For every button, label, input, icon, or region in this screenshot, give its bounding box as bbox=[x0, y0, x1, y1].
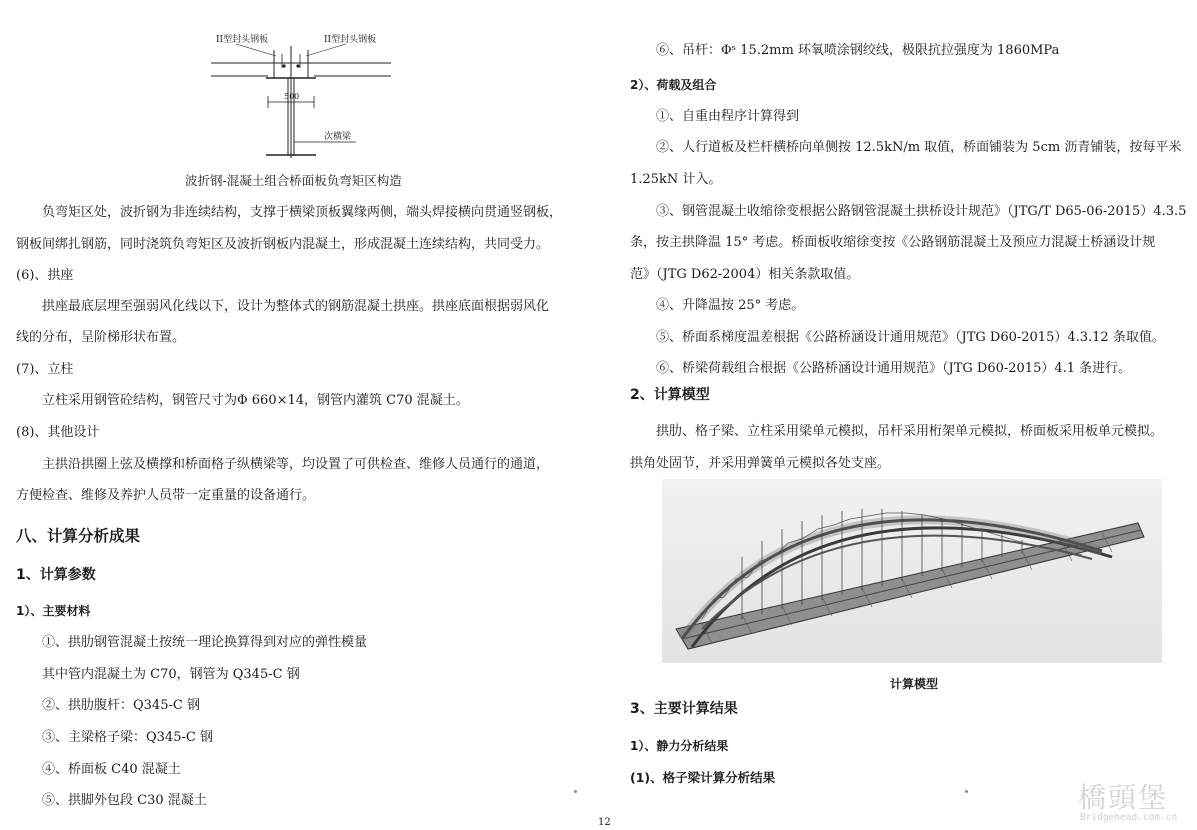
load-item: ③、钢管混凝土收缩徐变根据公路钢管混凝土拱桥设计规范》（JTG/T D65-06-2015）4.3.5 bbox=[656, 204, 1187, 219]
load-item: 1.25kN 计入。 bbox=[630, 172, 722, 187]
dimension-label: 500 bbox=[284, 92, 300, 101]
section-heading: 3、主要计算结果 bbox=[630, 701, 738, 717]
paragraph-line: 拱座最底层埋至强弱风化线以下，设计为整体式的钢筋混凝土拱座。拱座底面根据弱风化 bbox=[42, 299, 550, 314]
subsection-heading: 1）、主要材料 bbox=[16, 604, 91, 618]
load-item: ①、自重由程序计算得到 bbox=[656, 109, 800, 124]
page-number: 12 bbox=[598, 817, 611, 828]
label-left-plate: II型封头钢板 bbox=[216, 35, 269, 45]
subsection-heading: (1)、格子梁计算分析结果 bbox=[630, 770, 776, 785]
paragraph-line: 立柱采用钢管砼结构，钢管尺寸为Φ 660×14，钢管内灌筑 C70 混凝土。 bbox=[42, 393, 469, 408]
paragraph-line: 线的分布，呈阶梯形状布置。 bbox=[16, 330, 186, 345]
section-heading: (6)、拱座 bbox=[16, 268, 74, 283]
paragraph-line: 方便检查、维修及养护人员带一定重量的设备通行。 bbox=[16, 488, 316, 503]
scan-speck bbox=[965, 790, 968, 793]
scan-speck bbox=[574, 790, 577, 793]
section-heading: 1、计算参数 bbox=[16, 567, 96, 583]
load-item: ⑤、桥面系梯度温差根据《公路桥涵设计通用规范》（JTG D60-2015）4.3.12 条取值。 bbox=[656, 330, 1165, 345]
material-item: ③、主梁格子梁：Q345-C 钢 bbox=[42, 730, 213, 745]
label-secondary-beam: 次横梁 bbox=[324, 132, 352, 142]
load-item: ⑥、桥梁荷载组合根据《公路桥涵设计通用规范》（JTG D60-2015）4.1 条进行。 bbox=[656, 361, 1132, 376]
figure-caption: 计算模型 bbox=[890, 677, 939, 691]
material-item: ④、桥面板 C40 混凝土 bbox=[42, 762, 181, 777]
section-heading: (7)、立柱 bbox=[16, 362, 74, 377]
section-heading: (8)、其他设计 bbox=[16, 425, 100, 440]
material-item: ①、拱肋钢管混凝土按统一理论换算得到对应的弹性模量 bbox=[42, 635, 368, 650]
paragraph-line: 负弯矩区处，波折钢为非连续结构，支撑于横梁顶板翼缘两侧，端头焊接横向贯通竖钢板， bbox=[42, 205, 563, 220]
bridge-model-figure bbox=[662, 479, 1162, 663]
figure-caption: 波折钢-混凝土组合桥面板负弯矩区构造 bbox=[185, 173, 402, 188]
negative-moment-region-figure bbox=[196, 30, 406, 165]
subsection-heading: 2）、荷载及组合 bbox=[630, 78, 717, 92]
material-item: ⑤、拱脚外包段 C30 混凝土 bbox=[42, 793, 207, 808]
load-item: 范》（JTG D62-2004）相关条款取值。 bbox=[630, 267, 860, 282]
material-item: ⑥、吊杆：Φˢ 15.2mm 环氧喷涂钢绞线，极限抗拉强度为 1860MPa bbox=[656, 43, 1060, 58]
label-right-plate: II型封头钢板 bbox=[324, 35, 377, 45]
watermark-logo: 橋頭堡 bbox=[1078, 781, 1169, 814]
load-item: ④、升降温按 25° 考虑。 bbox=[656, 298, 805, 313]
load-item: 条，按主拱降温 15° 考虑。桥面板收缩徐变按《公路钢筋混凝土及预应力混凝土桥涵设计规 bbox=[630, 235, 1156, 250]
chapter-heading: 八、计算分析成果 bbox=[16, 527, 141, 545]
load-item: ②、人行道板及栏杆横桥向单侧按 12.5kN/m 取值，桥面铺装为 5cm 沥青铺装，按每平米 bbox=[656, 140, 1182, 155]
watermark-url: Bridgehead.com.cn bbox=[1080, 812, 1178, 823]
subsection-heading: 1）、静力分析结果 bbox=[630, 739, 729, 753]
material-item: 其中管内混凝土为 C70，钢管为 Q345-C 钢 bbox=[42, 667, 300, 682]
section-heading: 2、计算模型 bbox=[630, 387, 710, 403]
material-item: ②、拱肋腹杆：Q345-C 钢 bbox=[42, 698, 200, 713]
paragraph-line: 拱角处固节，并采用弹簧单元模拟各处支座。 bbox=[630, 456, 891, 471]
paragraph-line: 主拱沿拱圈上弦及横撑和桥面格子纵横梁等，均设置了可供检查、维修人员通行的通道， bbox=[42, 457, 550, 472]
paragraph-line: 拱肋、格子梁、立柱采用梁单元模拟，吊杆采用桁架单元模拟，桥面板采用板单元模拟。 bbox=[656, 424, 1164, 439]
paragraph-line: 钢板间绑扎钢筋，同时浇筑负弯矩区及波折钢板内混凝土，形成混凝土连续结构，共同受力。 bbox=[16, 237, 550, 252]
